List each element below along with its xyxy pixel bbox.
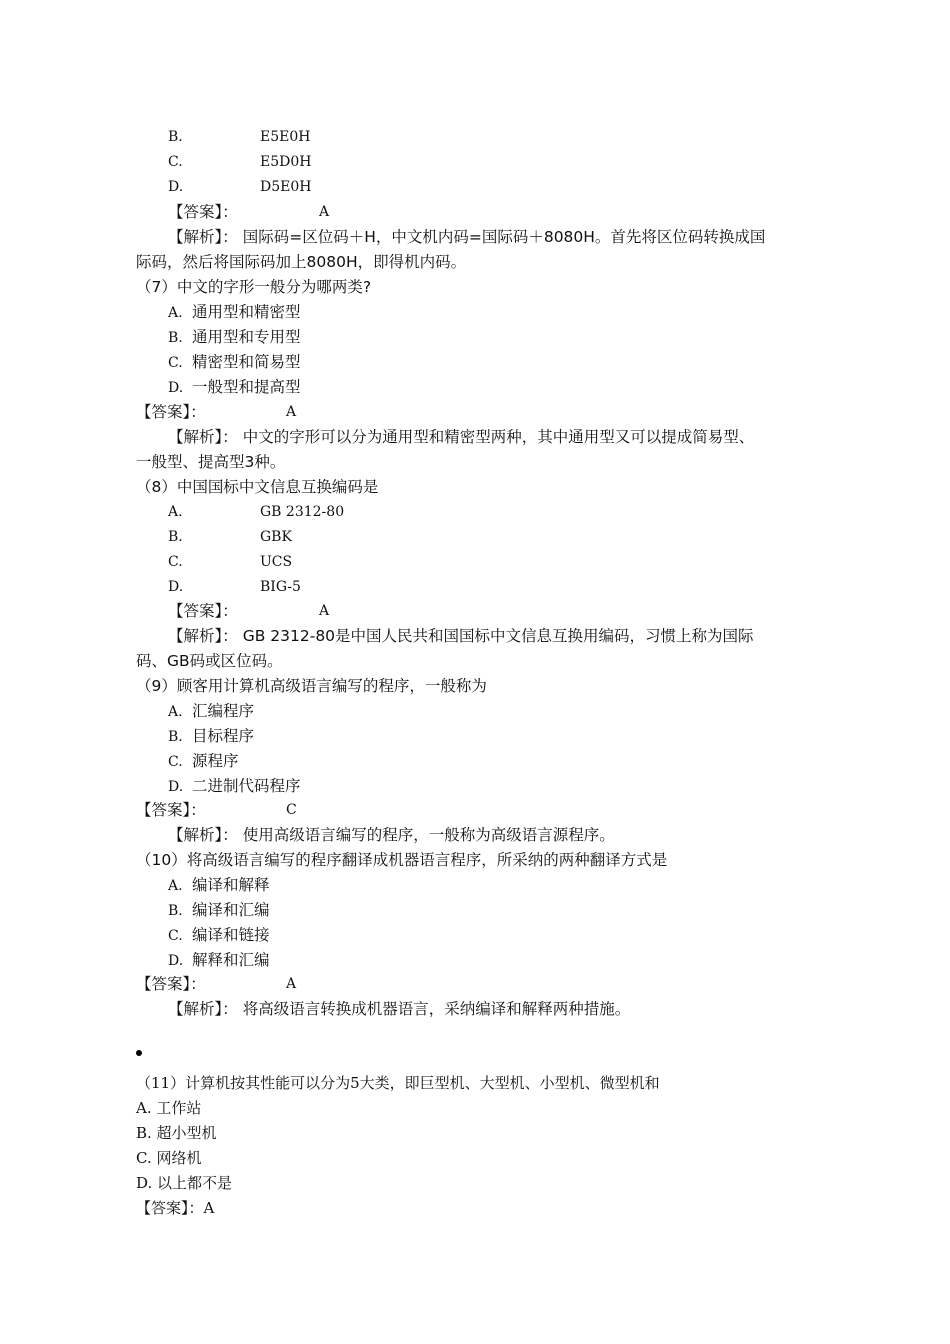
q10-analysis-label: 【解析】：	[168, 1000, 238, 1018]
q8-option-c: C. UCS	[168, 554, 293, 570]
q8-answer-label: 【答案】：	[168, 602, 238, 620]
q8-option-b: B. GBK	[168, 529, 292, 545]
q7-option-b: B. 通用型和专用型	[168, 328, 301, 346]
q10-option-c: C. 编译和链接	[168, 926, 270, 944]
q10-analysis-text: 将高级语言转换成机器语言，采纳编译和解释两种措施。	[242, 1000, 631, 1018]
q9-option-a: A. 汇编程序	[168, 702, 255, 720]
q7-analysis-text: 中文的字形可以分为通用型和精密型两种，其中通用型又可以提成简易型、	[242, 428, 755, 446]
q9-analysis	[168, 824, 615, 846]
q11-question: （11）计算机按其性能可以分为5大类，即巨型机、大型机、小型机、微型机和	[136, 1074, 660, 1092]
q11-option-a: A. 工作站	[136, 1099, 202, 1117]
q7-analysis	[168, 426, 754, 448]
q10-option-b: B. 编译和汇编	[168, 901, 270, 919]
q10-question: （10）将高级语言编写的程序翻译成机器语言程序，所采纳的两种翻译方式是	[136, 851, 668, 869]
q8-answer-value: A	[319, 603, 330, 619]
q8-option-a: A. GB 2312-80	[168, 504, 345, 520]
q6-analysis-label: 【解析】：	[168, 228, 238, 246]
q8-analysis-label: 【解析】：	[168, 627, 238, 645]
q7-question: （7）中文的字形一般分为哪两类?	[136, 278, 372, 296]
q7-analysis-cont: 一般型、提高型3种。	[136, 453, 286, 471]
q10-answer-label: 【答案】：	[136, 975, 206, 993]
q9-option-c: C. 源程序	[168, 752, 239, 770]
q6-option-c: C. E5D0H	[168, 154, 312, 170]
q9-question: （9）顾客用计算机高级语言编写的程序，一般称为	[136, 677, 487, 695]
bullet-dot	[136, 1050, 142, 1056]
q7-option-c: C. 精密型和简易型	[168, 353, 301, 371]
q7-answer-value: A	[286, 404, 297, 420]
q9-analysis-label: 【解析】：	[168, 826, 238, 844]
q10-option-d: D. 解释和汇编	[168, 951, 270, 969]
q11-answer: 【答案】：A	[136, 1199, 215, 1217]
q7-answer-label: 【答案】：	[136, 403, 206, 421]
q9-answer-label: 【答案】：	[136, 801, 206, 819]
q9-option-b: B. 目标程序	[168, 727, 255, 745]
q8-option-d: D. BIG-5	[168, 579, 301, 595]
q8-analysis-text: GB 2312-80是中国人民共和国国标中文信息互换用编码，习惯上称为国际	[242, 627, 754, 645]
q11-option-d: D. 以上都不是	[136, 1174, 233, 1192]
q6-analysis-text: 国际码=区位码＋H，中文机内码=国际码＋8080H。首先将区位码转换成国	[242, 228, 766, 246]
q7-analysis-label: 【解析】：	[168, 428, 238, 446]
q6-analysis	[168, 226, 765, 248]
q10-analysis	[168, 998, 630, 1020]
q10-answer-value: A	[286, 976, 297, 992]
q7-option-a: A. 通用型和精密型	[168, 303, 301, 321]
q6-answer-value: A	[319, 204, 330, 220]
q6-option-b: B. E5E0H	[168, 129, 311, 145]
q6-option-d: D. D5E0H	[168, 179, 312, 195]
q9-option-d: D. 二进制代码程序	[168, 777, 301, 795]
q9-answer-value: C	[286, 802, 297, 818]
q9-analysis-text: 使用高级语言编写的程序，一般称为高级语言源程序。	[242, 826, 615, 844]
q6-answer-label: 【答案】：	[168, 203, 238, 221]
q11-option-b: B. 超小型机	[136, 1124, 217, 1142]
q6-analysis-cont: 际码，然后将国际码加上8080H，即得机内码。	[136, 253, 467, 271]
q8-question: （8）中国国标中文信息互换编码是	[136, 478, 379, 496]
q7-option-d: D. 一般型和提高型	[168, 378, 301, 396]
q10-option-a: A. 编译和解释	[168, 876, 270, 894]
q8-analysis	[168, 625, 754, 647]
q8-analysis-cont: 码、GB码或区位码。	[136, 652, 283, 670]
q11-option-c: C. 网络机	[136, 1149, 202, 1167]
